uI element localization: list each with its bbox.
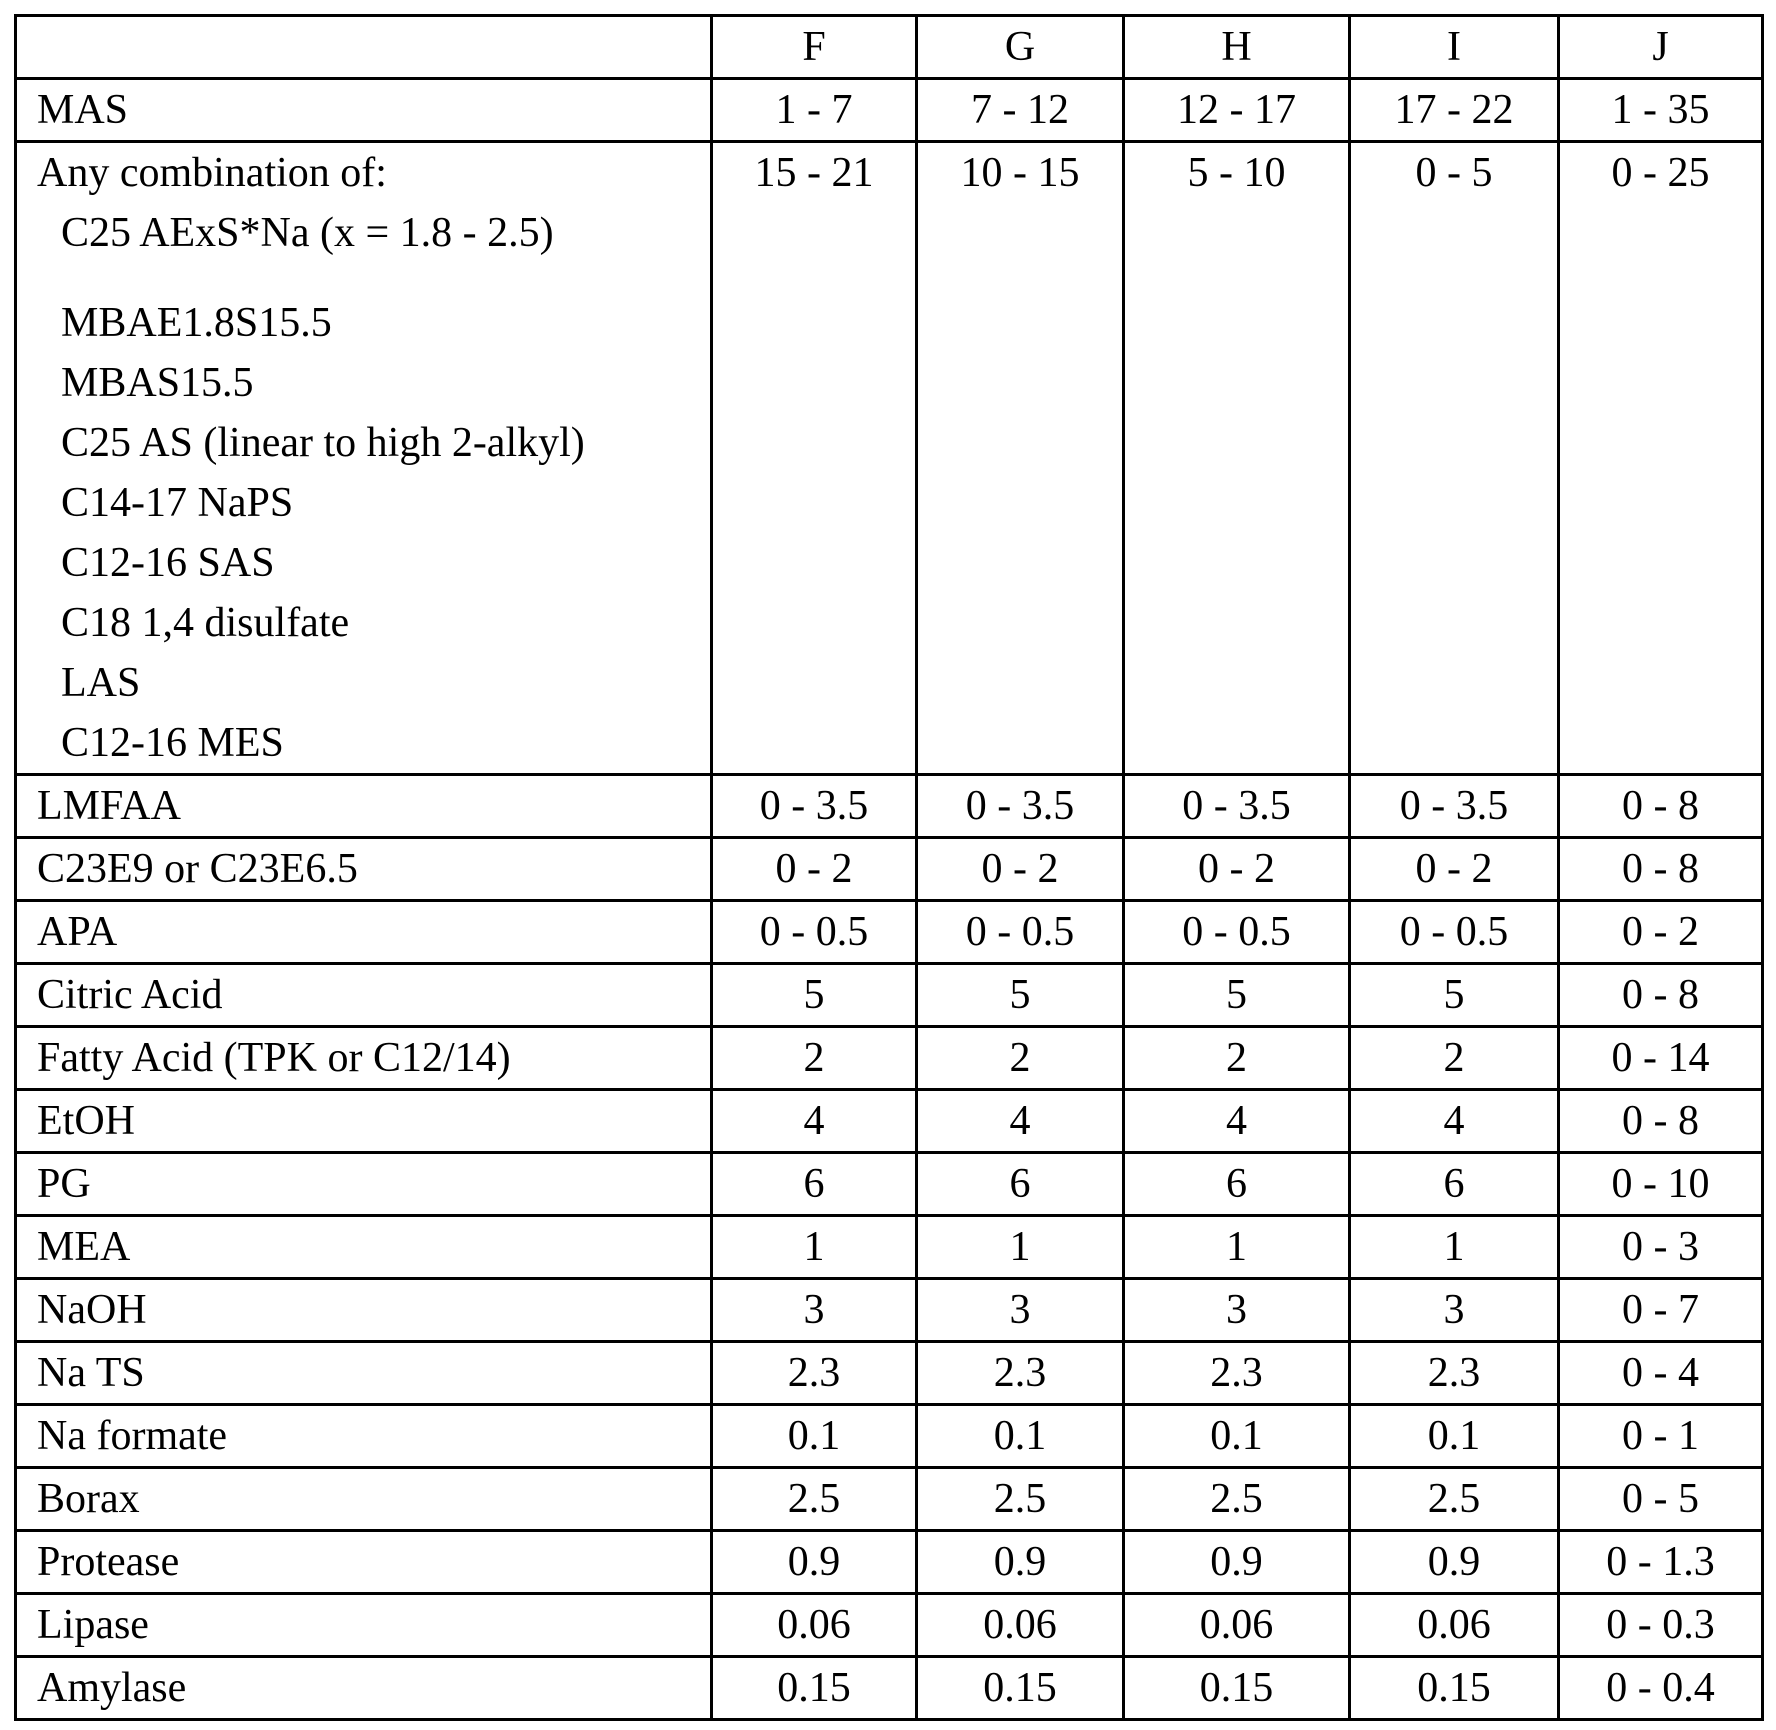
- cell: 0 - 10: [1559, 1153, 1763, 1216]
- cell: 0.06: [712, 1594, 917, 1657]
- combo-item: C25 AExS*Na (x = 1.8 - 2.5): [37, 203, 702, 263]
- cell: 6: [1350, 1153, 1559, 1216]
- cell: 5: [712, 964, 917, 1027]
- cell: 15 - 21: [712, 142, 917, 775]
- header-cell: H: [1124, 16, 1350, 79]
- header-cell: J: [1559, 16, 1763, 79]
- combo-item: C14-17 NaPS: [37, 473, 702, 533]
- combo-item: MBAS15.5: [37, 353, 702, 413]
- cell: 0.15: [712, 1657, 917, 1720]
- cell: 3: [917, 1279, 1124, 1342]
- cell: 3: [1124, 1279, 1350, 1342]
- table-row: [16, 1531, 1763, 1594]
- row-label: MEA: [16, 1216, 712, 1279]
- cell: 17 - 22: [1350, 79, 1559, 142]
- table-row: [16, 1279, 1763, 1342]
- combo-item: C12-16 MES: [37, 713, 702, 773]
- cell: 0 - 2: [1559, 901, 1763, 964]
- cell: 3: [712, 1279, 917, 1342]
- cell: 0 - 0.5: [712, 901, 917, 964]
- row-label: [16, 142, 712, 775]
- table-row: [16, 775, 1763, 838]
- table-row: [16, 838, 1763, 901]
- cell: 0 - 0.5: [917, 901, 1124, 964]
- cell: 1: [712, 1216, 917, 1279]
- cell: 0.1: [1124, 1405, 1350, 1468]
- cell: 0 - 0.4: [1559, 1657, 1763, 1720]
- cell: 12 - 17: [1124, 79, 1350, 142]
- cell: 0.06: [917, 1594, 1124, 1657]
- cell: 0 - 14: [1559, 1027, 1763, 1090]
- row-label: Citric Acid: [16, 964, 712, 1027]
- cell: 0 - 3.5: [1350, 775, 1559, 838]
- cell: 4: [712, 1090, 917, 1153]
- row-label: C23E9 or C23E6.5: [16, 838, 712, 901]
- row-label: Lipase: [16, 1594, 712, 1657]
- cell: 0 - 3.5: [917, 775, 1124, 838]
- cell: 2.3: [1124, 1342, 1350, 1405]
- header-cell: F: [712, 16, 917, 79]
- cell: 5: [917, 964, 1124, 1027]
- cell: 0 - 8: [1559, 964, 1763, 1027]
- cell: 5: [1124, 964, 1350, 1027]
- cell: 2: [917, 1027, 1124, 1090]
- cell: 0 - 7: [1559, 1279, 1763, 1342]
- cell: 6: [1124, 1153, 1350, 1216]
- row-label: NaOH: [16, 1279, 712, 1342]
- cell: 0.1: [712, 1405, 917, 1468]
- row-label: APA: [16, 901, 712, 964]
- cell: 0.9: [917, 1531, 1124, 1594]
- cell: 0 - 2: [1124, 838, 1350, 901]
- cell: 1 - 7: [712, 79, 917, 142]
- header-cell: G: [917, 16, 1124, 79]
- table-row: [16, 901, 1763, 964]
- cell: 0 - 3.5: [1124, 775, 1350, 838]
- cell: 4: [1350, 1090, 1559, 1153]
- cell: 2.5: [1350, 1468, 1559, 1531]
- cell: 6: [712, 1153, 917, 1216]
- cell: 5 - 10: [1124, 142, 1350, 775]
- cell: 0.06: [1124, 1594, 1350, 1657]
- cell: 2.5: [712, 1468, 917, 1531]
- cell: 0 - 5: [1559, 1468, 1763, 1531]
- cell: 0 - 2: [917, 838, 1124, 901]
- cell: 2: [712, 1027, 917, 1090]
- cell: 2.5: [917, 1468, 1124, 1531]
- cell: 0 - 3: [1559, 1216, 1763, 1279]
- row-label: MAS: [16, 79, 712, 142]
- cell: 0 - 8: [1559, 775, 1763, 838]
- cell: 0 - 3.5: [712, 775, 917, 838]
- table-row: [16, 142, 1763, 775]
- cell: 0.15: [917, 1657, 1124, 1720]
- combo-heading: Any combination of:: [37, 150, 387, 196]
- cell: 0 - 8: [1559, 1090, 1763, 1153]
- table-row: [16, 1657, 1763, 1720]
- cell: 4: [1124, 1090, 1350, 1153]
- cell: 0.15: [1124, 1657, 1350, 1720]
- cell: 0 - 8: [1559, 838, 1763, 901]
- header-cell: I: [1350, 16, 1559, 79]
- cell: 2.3: [712, 1342, 917, 1405]
- cell: 5: [1350, 964, 1559, 1027]
- row-label: LMFAA: [16, 775, 712, 838]
- cell: 1: [917, 1216, 1124, 1279]
- cell: 6: [917, 1153, 1124, 1216]
- cell: 0 - 5: [1350, 142, 1559, 775]
- row-label: PG: [16, 1153, 712, 1216]
- cell: 0 - 25: [1559, 142, 1763, 775]
- row-label: EtOH: [16, 1090, 712, 1153]
- combo-item: MBAE1.8S15.5: [37, 293, 702, 353]
- cell: 0.9: [1124, 1531, 1350, 1594]
- row-label: Borax: [16, 1468, 712, 1531]
- cell: 1 - 35: [1559, 79, 1763, 142]
- header-cell: [16, 16, 712, 79]
- cell: 0.06: [1350, 1594, 1559, 1657]
- table-row: [16, 1216, 1763, 1279]
- cell: 3: [1350, 1279, 1559, 1342]
- row-label: Na TS: [16, 1342, 712, 1405]
- cell: 2: [1124, 1027, 1350, 1090]
- combo-item: LAS: [37, 653, 702, 713]
- cell: 0 - 0.3: [1559, 1594, 1763, 1657]
- row-label: Na formate: [16, 1405, 712, 1468]
- cell: 1: [1350, 1216, 1559, 1279]
- cell: 0.9: [712, 1531, 917, 1594]
- formulation-table: [14, 14, 1764, 1721]
- cell: 7 - 12: [917, 79, 1124, 142]
- table-row: [16, 964, 1763, 1027]
- cell: 2.3: [1350, 1342, 1559, 1405]
- row-label: Fatty Acid (TPK or C12/14): [16, 1027, 712, 1090]
- combo-item: C18 1,4 disulfate: [37, 593, 702, 653]
- table-row: [16, 79, 1763, 142]
- cell: 0 - 2: [1350, 838, 1559, 901]
- table-row: [16, 1405, 1763, 1468]
- cell: 10 - 15: [917, 142, 1124, 775]
- table-row: [16, 1468, 1763, 1531]
- combo-item: C12-16 SAS: [37, 533, 702, 593]
- cell: 0 - 0.5: [1124, 901, 1350, 964]
- table-row: [16, 1027, 1763, 1090]
- cell: 0.9: [1350, 1531, 1559, 1594]
- cell: 0 - 2: [712, 838, 917, 901]
- cell: 0 - 4: [1559, 1342, 1763, 1405]
- combo-item: C25 AS (linear to high 2-alkyl): [37, 413, 702, 473]
- header-row: [16, 16, 1763, 79]
- cell: 2.3: [917, 1342, 1124, 1405]
- row-label: Protease: [16, 1531, 712, 1594]
- cell: 0.1: [917, 1405, 1124, 1468]
- row-label: Amylase: [16, 1657, 712, 1720]
- cell: 1: [1124, 1216, 1350, 1279]
- table-row: [16, 1594, 1763, 1657]
- cell: 2: [1350, 1027, 1559, 1090]
- cell: 0 - 1.3: [1559, 1531, 1763, 1594]
- cell: 0 - 1: [1559, 1405, 1763, 1468]
- cell: 2.5: [1124, 1468, 1350, 1531]
- cell: 4: [917, 1090, 1124, 1153]
- table-row: [16, 1342, 1763, 1405]
- cell: 0 - 0.5: [1350, 901, 1559, 964]
- cell: 0.15: [1350, 1657, 1559, 1720]
- table-row: [16, 1090, 1763, 1153]
- cell: 0.1: [1350, 1405, 1559, 1468]
- table-row: [16, 1153, 1763, 1216]
